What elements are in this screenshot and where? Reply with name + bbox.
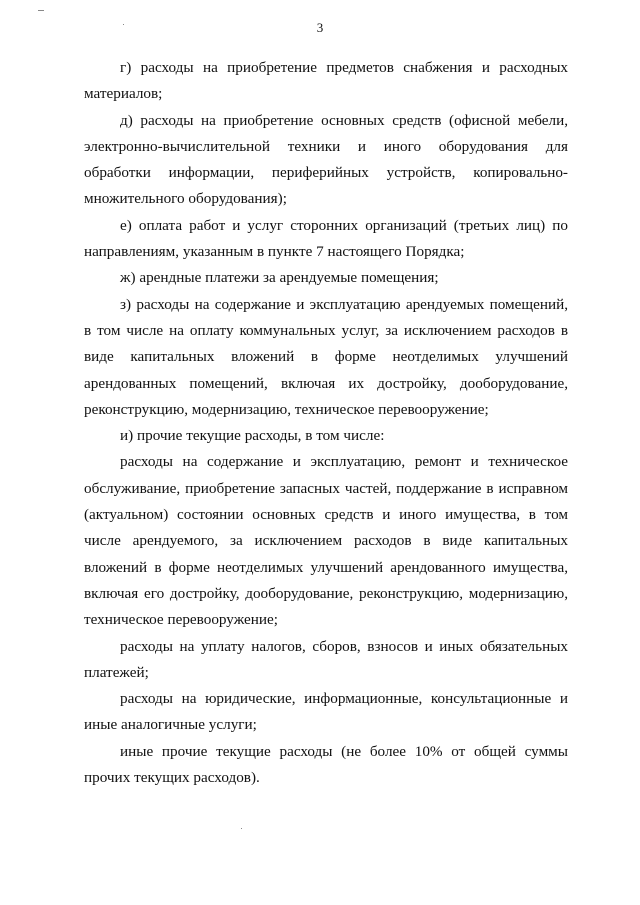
paragraph-item-d: д) расходы на приобретение основных средств (офисной мебели, электронно-вычислительной техники и иного оборудования для обработки информации, периферийных устройств, копировально-множительного оборудования); — [84, 111, 568, 208]
scan-artifact-dot — [241, 828, 242, 829]
paragraph-item-z: з) расходы на содержание и эксплуатацию арендуемых помещений, в том числе на оплату коммунальных услуг, за исключением расходов в виде капитальных вложений в форме неотделимых улучшений арендованных помещений, включая их достройку, дооборудование, реконструкцию, модернизацию, техническое перевооружение; — [84, 295, 568, 418]
page-number: 3 — [316, 20, 324, 35]
paragraph-item-i: и) прочие текущие расходы, в том числе: — [120, 427, 385, 445]
document-body — [84, 55, 568, 791]
paragraph-tax-expenses: расходы на уплату налогов, сборов, взносов и иных обязательных платежей; — [84, 637, 568, 681]
paragraph-item-zh: ж) арендные платежи за арендуемые помещения; — [120, 269, 439, 287]
paragraph-other-expenses: иные прочие текущие расходы (не более 10% от общей суммы прочих текущих расходов). — [84, 742, 568, 787]
paragraph-item-e: е) оплата работ и услуг сторонних организаций (третьих лиц) по направлениям, указанным в пункте 7 настоящего Порядка; — [84, 216, 568, 261]
paragraph-maintenance-expenses: расходы на содержание и эксплуатацию, ремонт и техническое обслуживание, приобретение запасных частей, поддержание в исправном (актуальном) состоянии основных средств и иного имущества, в том числе арендуемого, за исключением расходов в виде капитальных вложений в форме неотделимых улучшений арендованного имущества, включая его достройку, дооборудование, реконструкцию, модернизацию, техническое перевооружение; — [84, 453, 568, 629]
paragraph-legal-services: расходы на юридические, информационные, консультационные и иные аналогичные услуги; — [84, 690, 568, 734]
scan-artifact-mark — [38, 10, 44, 11]
paragraph-item-g: г) расходы на приобретение предметов снабжения и расходных материалов; — [84, 59, 568, 103]
